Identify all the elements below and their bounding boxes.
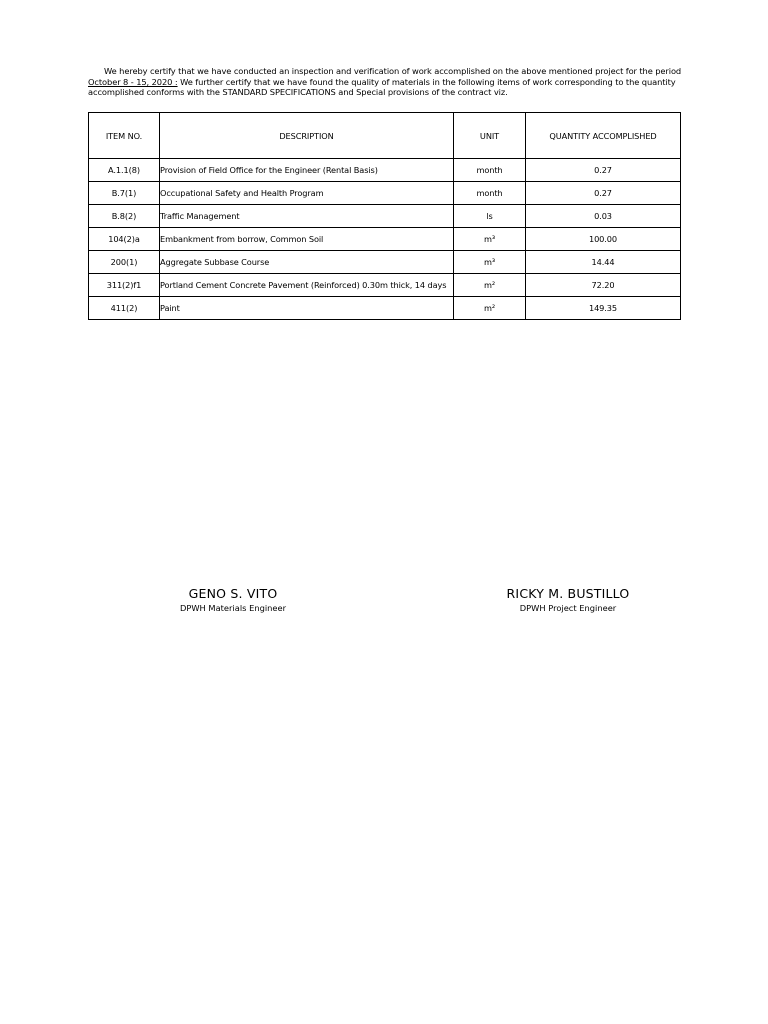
table-row bbox=[89, 205, 681, 228]
signatory-title: DPWH Materials Engineer bbox=[179, 603, 287, 613]
signatory-project-engineer bbox=[448, 586, 688, 615]
item-no-cell: 200(1) bbox=[89, 251, 160, 274]
unit-cell: ls bbox=[454, 205, 526, 228]
work-items-table bbox=[88, 112, 681, 320]
table-header-row bbox=[89, 113, 681, 159]
certification-line-3: accomplished conforms with the STANDARD SPECIFICATIONS and Special provisions of the contract viz. bbox=[88, 87, 508, 97]
description-cell: Paint bbox=[160, 297, 454, 320]
table-row bbox=[89, 182, 681, 205]
header-item-no: ITEM NO. bbox=[89, 113, 160, 159]
signatory-title: DPWH Project Engineer bbox=[519, 603, 617, 613]
unit-cell: m² bbox=[454, 297, 526, 320]
inspection-period: October 8 - 15, 2020 : bbox=[88, 76, 178, 87]
unit-cell: m³ bbox=[454, 251, 526, 274]
certification-text-2: We further certify that we have found the quality of materials in the following items of work corresponding to the quantity bbox=[177, 76, 676, 87]
item-no-cell: 311(2)f1 bbox=[89, 274, 160, 297]
quantity-cell: 14.44 bbox=[526, 251, 681, 274]
quantity-cell: 149.35 bbox=[526, 297, 681, 320]
quantity-cell: 100.00 bbox=[526, 228, 681, 251]
header-unit: UNIT bbox=[454, 113, 526, 159]
unit-cell: m³ bbox=[454, 228, 526, 251]
certification-statement bbox=[88, 66, 682, 98]
certification-text-1: We hereby certify that we have conducted an inspection and verification of work accomplished on the above mentioned project for the period bbox=[104, 66, 682, 76]
description-cell: Provision of Field Office for the Engineer (Rental Basis) bbox=[160, 159, 454, 182]
item-no-cell: 104(2)a bbox=[89, 228, 160, 251]
table-row bbox=[89, 228, 681, 251]
unit-cell: m² bbox=[454, 274, 526, 297]
signatory-name: GENO S. VITO bbox=[188, 586, 278, 601]
item-no-cell: B.7(1) bbox=[89, 182, 160, 205]
table-row bbox=[89, 297, 681, 320]
description-cell: Aggregate Subbase Course bbox=[160, 251, 454, 274]
quantity-cell: 0.27 bbox=[526, 159, 681, 182]
table-row bbox=[89, 251, 681, 274]
table-row bbox=[89, 274, 681, 297]
unit-cell: month bbox=[454, 182, 526, 205]
certification-line-2 bbox=[88, 77, 682, 88]
header-description: DESCRIPTION bbox=[160, 113, 454, 159]
quantity-cell: 0.27 bbox=[526, 182, 681, 205]
table-row bbox=[89, 159, 681, 182]
quantity-cell: 0.03 bbox=[526, 205, 681, 228]
certification-line-1 bbox=[88, 66, 682, 77]
description-cell: Occupational Safety and Health Program bbox=[160, 182, 454, 205]
unit-cell: month bbox=[454, 159, 526, 182]
header-quantity: QUANTITY ACCOMPLISHED bbox=[526, 113, 681, 159]
signatory-name: RICKY M. BUSTILLO bbox=[506, 586, 630, 601]
quantity-cell: 72.20 bbox=[526, 274, 681, 297]
description-cell: Portland Cement Concrete Pavement (Reinforced) 0.30m thick, 14 days bbox=[160, 274, 454, 297]
item-no-cell: B.8(2) bbox=[89, 205, 160, 228]
description-cell: Traffic Management bbox=[160, 205, 454, 228]
signatory-materials-engineer bbox=[113, 586, 353, 615]
description-cell: Embankment from borrow, Common Soil bbox=[160, 228, 454, 251]
item-no-cell: A.1.1(8) bbox=[89, 159, 160, 182]
item-no-cell: 411(2) bbox=[89, 297, 160, 320]
